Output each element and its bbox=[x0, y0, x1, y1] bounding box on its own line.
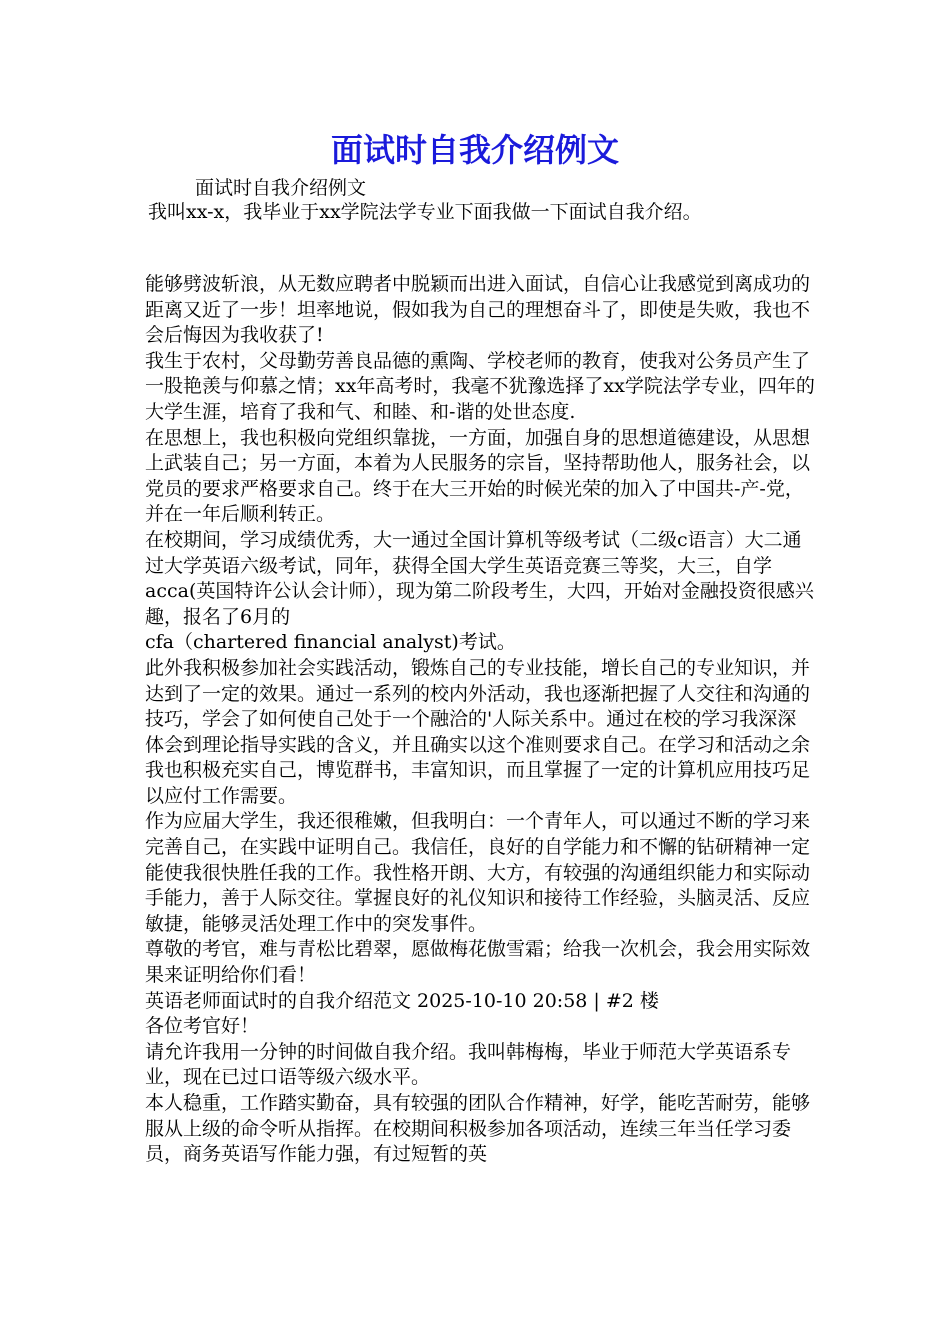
paragraph: 我生于农村，父母勤劳善良品德的熏陶、学校老师的教育，使我对公务员产生了一股艳羡与仰慕之情；xx年高考时，我毫不犹豫选择了xx学院法学专业，四年的大学生涯，培育了我和气、和睦、和-谐的处世态度. bbox=[145, 349, 815, 423]
paragraph: 各位考官好！ bbox=[145, 1015, 260, 1038]
paragraph: cfa（chartered financial analyst)考试。 bbox=[145, 631, 516, 654]
paragraph: 此外我积极参加社会实践活动，锻炼自己的专业技能，增长自己的专业知识，并达到了一定的效果。通过一系列的校内外活动，我也逐渐把握了人交往和沟通的技巧，学会了如何使自己处于一个融洽的'人际关系中。通过在校的学习我深深体会到理论指导实践的含义，并且确实以这个准则要求自己。在学习和活动之余我也积极充实自己，博览群书，丰富知识，而且掌握了一定的计算机应用技巧足以应付工作需要。 bbox=[145, 656, 811, 807]
paragraph: 作为应届大学生，我还很稚嫩，但我明白：一个青年人，可以通过不断的学习来完善自己，在实践中证明自己。我信任，良好的自学能力和不懈的钻研精神一定能使我很快胜任我的工作。我性格开朗、大方，有较强的沟通组织能力和实际动手能力，善于人际交往。掌握良好的礼仪知识和接待工作经验，头脑灵活、反应敏捷，能够灵活处理工作中的突发事件。 bbox=[145, 810, 811, 935]
document-subtitle: 面试时自我介绍例文 bbox=[195, 177, 367, 199]
intro-line: 我叫xx-x，我毕业于xx学院法学专业下面我做一下面试自我介绍。 bbox=[148, 201, 702, 223]
section-heading: 英语老师面试时的自我介绍范文 2025-10-10 20:58 | #2 楼 bbox=[145, 989, 659, 1012]
paragraph: 在思想上，我也积极向党组织靠拢，一方面，加强自身的思想道德建设，从思想上武装自己；另一方面，本着为人民服务的宗旨，坚持帮助他人，服务社会，以党员的要求严格要求自己。终于在大三开始的时候光荣的加入了中国共-产-党，并在一年后顺利转正。 bbox=[145, 426, 811, 526]
paragraph: 本人稳重，工作踏实勤奋，具有较强的团队合作精神，好学，能吃苦耐劳，能够服从上级的命令听从指挥。在校期间积极参加各项活动，连续三年当任学习委员，商务英语写作能力强，有过短暂的英 bbox=[145, 1092, 811, 1166]
paragraph: 能够劈波斩浪，从无数应聘者中脱颖而出进入面试，自信心让我感觉到离成功的距离又近了一步！坦率地说，假如我为自己的理想奋斗了，即使是失败，我也不会后悔因为我收获了! bbox=[145, 273, 811, 347]
document-body bbox=[145, 272, 815, 1168]
paragraph: 在校期间，学习成绩优秀，大一通过全国计算机等级考试（二级c语言）大二通过大学英语六级考试，同年，获得全国大学生英语竞赛三等奖，大三，自学acca(英国特许公认会计师），现为第二阶段考生，大四，开始对金融投资很感兴趣，报名了6月的 bbox=[145, 528, 814, 628]
document-title: 面试时自我介绍例文 bbox=[330, 131, 619, 169]
paragraph: 尊敬的考官，难与青松比碧翠，愿做梅花傲雪霜；给我一次机会，我会用实际效果来证明给你们看！ bbox=[145, 938, 811, 987]
paragraph: 请允许我用一分钟的时间做自我介绍。我叫韩梅梅，毕业于师范大学英语系专业，现在已过口语等级六级水平。 bbox=[145, 1040, 792, 1089]
